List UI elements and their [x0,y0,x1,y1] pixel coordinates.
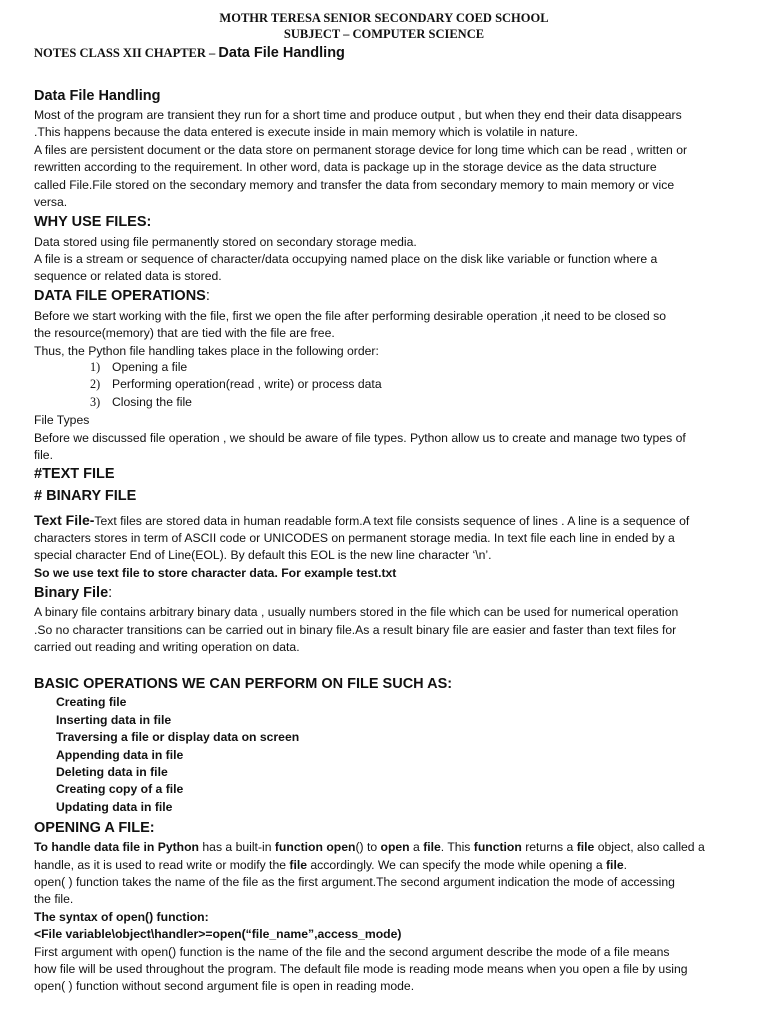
section-title-basic: BASIC OPERATIONS WE CAN PERFORM ON FILE SUCH AS: [34,676,453,692]
basic-op-item: Appending data in file [56,748,184,762]
step-text: Performing operation(read , write) or process data [112,377,382,391]
opening-text: a [409,840,424,854]
ops-step [90,377,382,392]
text-file-line: Text files are stored data in human readable form.A text file consists sequence of lines . A line is a sequence of [94,514,690,528]
step-number: 3) [90,395,101,409]
binary-title-text: Binary File [34,585,109,601]
opening-line [34,857,627,874]
opening-line: open( ) function takes the name of the file as the first argument.The second argument indication the mode of accessing [34,875,675,889]
file-types-line: file. [34,448,53,462]
chapter-title: Data File Handling [218,45,345,61]
opening-text: . [623,858,627,872]
file-types-label: File Types [34,413,90,427]
basic-op-item: Inserting data in file [56,713,172,727]
notes-heading [34,44,345,62]
binary-title-colon: : [108,585,113,601]
opening-text: handle, as it is used to read write or modify the [34,858,290,872]
intro-line: Most of the program are transient they run for a short time and produce output , but when they end their data disappears [34,108,682,122]
intro-line: rewritten according to the requirement. In other word, data is package up in the storage device as the data structure [34,160,657,174]
syntax-code: <File variable\object\handler>=open(“file_name”,access_mode) [34,927,402,941]
intro-line: A files are persistent document or the data store on permanent storage device for long time which can be read , written or [34,143,688,157]
opening-text: function [473,840,522,854]
text-file-heading: #TEXT FILE [34,466,115,482]
opening-text: has a built-in [199,840,275,854]
ops-step [90,360,187,375]
opening-text: object, also called a [594,840,705,854]
binary-line: .So no character transitions can be carried out in binary file.As a result binary file are easier and faster than text files for [34,623,677,637]
ops-line: Thus, the Python file handling takes place in the following order: [34,344,379,358]
intro-line: called File.File stored on the secondary memory and transfer the data from secondary memory to main memory or vice [34,178,675,192]
basic-op-item: Traversing a file or display data on screen [56,730,300,744]
opening-text: file [606,858,624,872]
basic-op-item: Deleting data in file [56,765,168,779]
section-title-ops [34,288,210,304]
ops-step [90,395,192,410]
basic-op-item: Creating copy of a file [56,782,184,796]
notes-prefix: NOTES CLASS XII CHAPTER – [34,46,219,60]
text-file-line: special character End of Line(EOL). By default this EOL is the new line character ‘\n’. [34,548,492,562]
section-title-why: WHY USE FILES: [34,214,152,230]
binary-file-title [34,585,112,601]
why-line: A file is a stream or sequence of character/data occupying named place on the disk like variable or function where a [34,252,658,266]
opening-tail-line: how file will be used throughout the program. The default file mode is reading mode means when you open a file by using [34,962,688,976]
basic-op-item: Updating data in file [56,800,173,814]
opening-line: the file. [34,892,74,906]
step-number: 1) [90,360,101,374]
opening-tail-line: open( ) function without second argument file is open in reading mode. [34,979,415,993]
school-name: MOTHR TERESA SENIOR SECONDARY COED SCHOOL [219,11,549,25]
ops-line: the resource(memory) that are tied with the file are free. [34,326,335,340]
opening-text: file [576,840,595,854]
opening-line [34,839,705,856]
binary-line: A binary file contains arbitrary binary data , usually numbers stored in the file which can be used for numerical operation [34,605,679,619]
why-line: sequence or related data is stored. [34,269,222,283]
step-number: 2) [90,377,101,391]
text-file-line: characters stores in term of ASCII code or UNICODES on permanent storage media. In text file each line in ended by a [34,531,675,545]
step-text: Opening a file [112,360,188,374]
ops-title-text: DATA FILE OPERATIONS [34,288,206,304]
opening-text: To handle data file in Python [34,840,199,854]
opening-text: returns a [521,840,577,854]
intro-line: .This happens because the data entered is execute inside in main memory which is volatile in nature. [34,125,578,139]
text-file-bold-line: So we use text file to store character data. For example test.txt [34,566,397,580]
opening-text: open [380,840,410,854]
binary-file-heading: # BINARY FILE [34,488,137,504]
subject-line: SUBJECT – COMPUTER SCIENCE [283,27,485,41]
opening-text: () to [355,840,381,854]
why-line: Data stored using file permanently stored on secondary storage media. [34,235,417,249]
ops-title-colon: : [205,288,210,304]
opening-text: accordingly. We can specify the mode while opening a [307,858,606,872]
ops-line: Before we start working with the file, first we open the file after performing desirable operation ,it need to be closed so [34,309,667,323]
basic-op-item: Creating file [56,695,127,709]
opening-text: function open [274,840,356,854]
opening-text: . This [440,840,474,854]
section-title-opening: OPENING A FILE: [34,820,155,836]
text-file-para [34,512,689,530]
opening-text: file [423,840,441,854]
intro-line: versa. [34,195,68,209]
text-file-label: Text File- [34,512,95,528]
step-text: Closing the file [112,395,192,409]
binary-line: carried out reading and writing operation on data. [34,640,300,654]
file-types-line: Before we discussed file operation , we should be aware of file types. Python allow us to create and manage two types of [34,431,686,445]
section-title-intro: Data File Handling [34,88,161,104]
opening-tail-line: First argument with open() function is the name of the file and the second argument describe the mode of a file means [34,945,670,959]
opening-text: file [289,858,307,872]
syntax-title: The syntax of open() function: [34,910,209,924]
